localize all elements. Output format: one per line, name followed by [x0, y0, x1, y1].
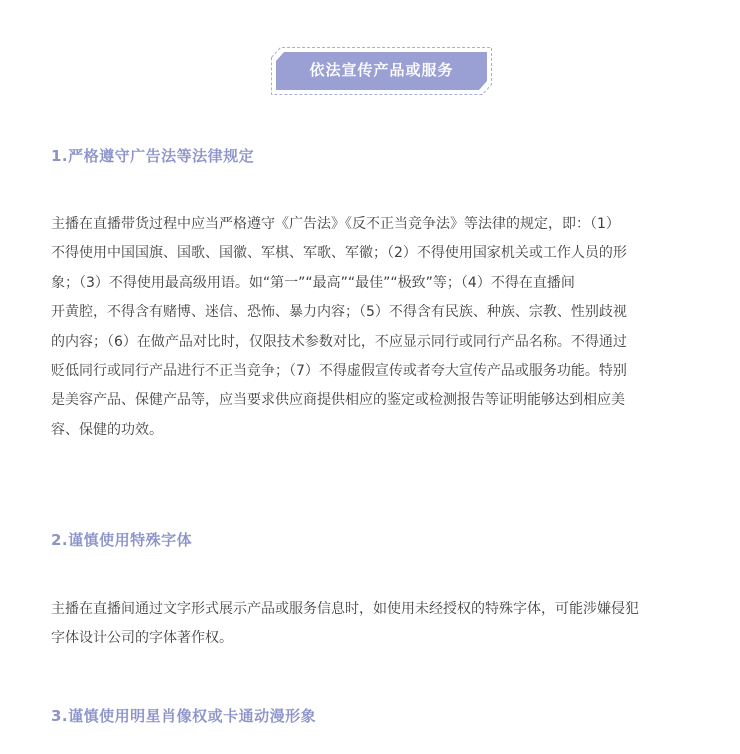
banner-title: 依法宣传产品或服务	[309, 61, 454, 79]
paragraph-line: 象；（3）不得使用最高级用语。如“第一”“最高”“最佳”“极致”等；（4）不得在直播间	[51, 274, 575, 291]
section-heading-1: 1.严格遵守广告法等法律规定	[51, 147, 255, 165]
paragraph-line: 的内容；（6）在做产品对比时，仅限技术参数对比，不应显示同行或同行产品名称。不得通过	[51, 333, 627, 350]
paragraph-line: 主播在直播带货过程中应当严格遵守《广告法》《反不正当竞争法》等法律的规定，即：（1）	[51, 216, 620, 232]
section-paragraph-2	[51, 595, 723, 654]
section-banner	[271, 47, 492, 95]
paragraph-line: 主播在直播间通过文字形式展示产品或服务信息时，如使用未经授权的特殊字体，可能涉嫌侵犯	[51, 601, 639, 617]
paragraph-line: 开黄腔，不得含有赌博、迷信、恐怖、暴力内容；（5）不得含有民族、种族、宗教、性别歧视	[51, 304, 627, 321]
section-heading-3: 3.谨慎使用明星肖像权或卡通动漫形象	[51, 707, 317, 725]
paragraph-line: 贬低同行或同行产品进行不正当竞争；（7）不得虚假宣传或者夸大宣传产品或服务功能。特别	[51, 363, 627, 380]
paragraph-line: 容、保健的功效。	[51, 421, 163, 438]
section-heading-2: 2.谨慎使用特殊字体	[51, 531, 193, 549]
section-paragraph-1	[51, 210, 723, 445]
paragraph-line: 字体设计公司的字体著作权。	[51, 630, 233, 647]
paragraph-line: 是美容产品、保健产品等，应当要求供应商提供相应的鉴定或检测报告等证明能够达到相应美	[51, 392, 625, 409]
paragraph-line: 不得使用中国国旗、国歌、国徽、军棋、军歌、军徽；（2）不得使用国家机关或工作人员的形	[51, 245, 627, 262]
